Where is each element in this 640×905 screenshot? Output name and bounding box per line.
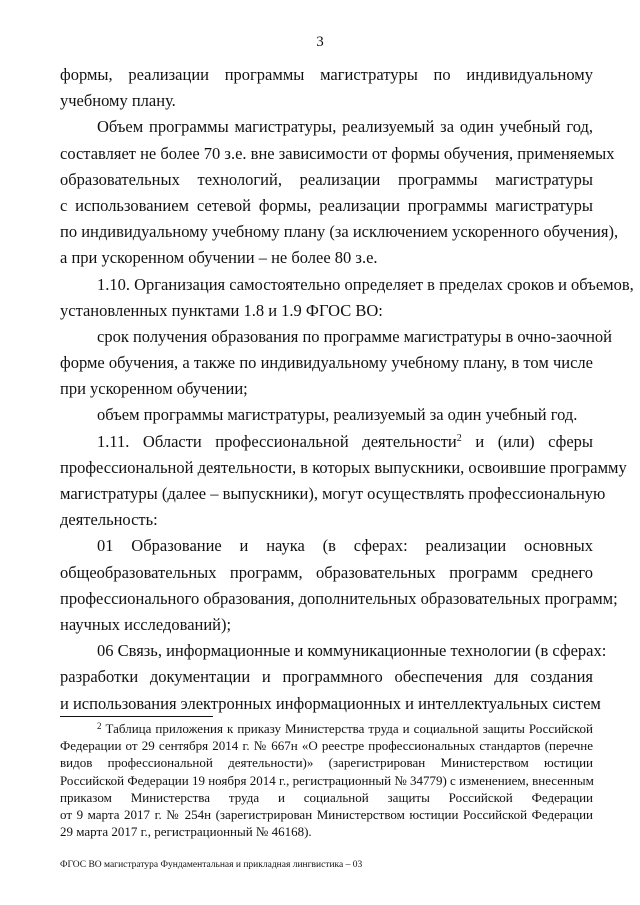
body-text: [60, 62, 634, 717]
body-line-1-11: [60, 429, 593, 455]
body-line: при ускоренном обучении;: [60, 379, 248, 399]
body-line: деятельность:: [60, 510, 158, 530]
body-line: общеобразовательных программ, образовательных программ среднего: [60, 562, 593, 582]
body-line-1-11-text: 1.11. Области профессиональной деятельности: [97, 431, 457, 451]
footnote: [60, 720, 593, 840]
body-line: установленных пунктами 1.8 и 1.9 ФГОС ВО:: [60, 300, 383, 320]
body-line: а при ускоренном обучении – не более 80 з.е.: [60, 248, 378, 268]
body-line: 01 Образование и наука (в сферах: реализации основных: [97, 536, 593, 556]
footnote-line-text: Таблица приложения к приказу Министерства труда и социальной защиты Российской: [101, 721, 593, 736]
body-line-1-11-tail: и (или) сферы: [461, 431, 593, 451]
body-line: по индивидуальному учебному плану (за исключением ускоренного обучения),: [60, 222, 619, 242]
footnote-line: приказом Министерства труда и социальной защиты Российской Федерации: [60, 789, 593, 805]
footnote-line: 29 марта 2017 г., регистрационный № 46168).: [60, 824, 312, 840]
document-footer: ФГОС ВО магистратура Фундаментальная и прикладная лингвистика – 03: [60, 860, 363, 870]
footnote-line: Российской Федерации 19 ноября 2014 г., регистрационный № 34779) с изменением, внесенным: [60, 772, 594, 788]
body-line: срок получения образования по программе магистратуры в очно-заочной: [97, 326, 612, 346]
body-line: разработки документации и программного обеспечения для создания: [60, 667, 593, 687]
body-line: формы, реализации программы магистратуры по индивидуальному: [60, 65, 593, 84]
body-line: образовательных технологий, реализации программы магистратуры: [60, 169, 593, 189]
page-number: 3: [316, 34, 324, 50]
body-line: профессионального образования, дополнительных образовательных программ;: [60, 588, 618, 608]
body-line: с использованием сетевой формы, реализации программы магистратуры: [60, 195, 593, 215]
body-line: форме обучения, а также по индивидуальному учебному плану, в том числе: [60, 353, 593, 373]
footnote-line: Федерации от 29 сентября 2014 г. № 667н «О реестре профессиональных стандартов (перечне: [60, 738, 593, 754]
body-line: составляет не более 70 з.е. вне зависимости от формы обучения, применяемых: [60, 143, 615, 163]
body-line: профессиональной деятельности, в которых выпускники, освоившие программу: [60, 457, 627, 477]
body-line: объем программы магистратуры, реализуемый за один учебный год.: [97, 405, 578, 425]
body-line: научных исследований);: [60, 614, 232, 634]
footnote-line: от 9 марта 2017 г. № 254н (зарегистрирован Министерством юстиции Российской Федерации: [60, 806, 593, 822]
body-line: магистратуры (далее – выпускники), могут осуществлять профессиональную: [60, 484, 606, 503]
body-line: и использования электронных информационных и интеллектуальных систем: [60, 693, 601, 713]
body-line: учебному плану.: [60, 91, 176, 111]
footnote-reference: 2: [456, 432, 462, 444]
body-line: 1.10. Организация самостоятельно определяет в пределах сроков и объемов,: [97, 274, 634, 294]
footnote-marker: 2: [97, 721, 102, 731]
body-line: Объем программы магистратуры, реализуемый за один учебный год,: [97, 117, 593, 137]
body-line: 06 Связь, информационные и коммуникационные технологии (в сферах:: [97, 641, 607, 661]
footnote-divider: [60, 716, 213, 717]
footnote-line: видов профессиональной деятельности)» (зарегистрирован Министерством юстиции: [60, 755, 593, 771]
footnote-line-first: [60, 720, 593, 737]
